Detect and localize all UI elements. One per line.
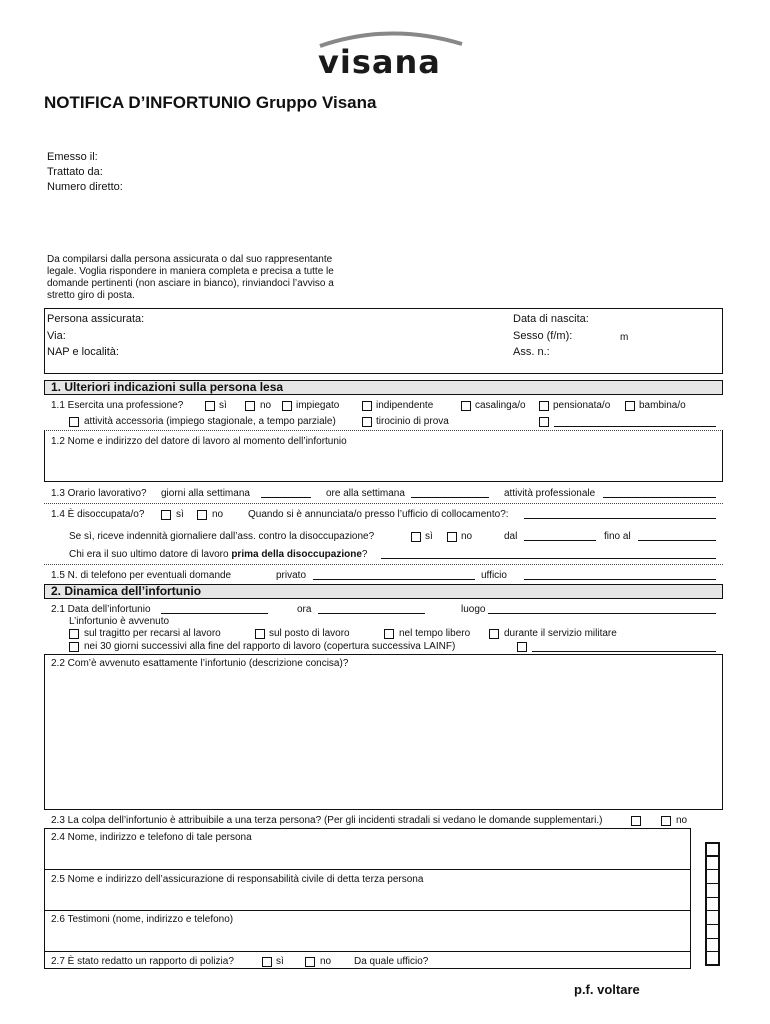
posto-checkbox[interactable] [255,629,265,639]
bambina-checkbox[interactable] [625,401,635,411]
fino-line[interactable] [638,540,716,541]
emesso-label: Emesso il: [47,151,98,163]
q25-label: 2.5 Nome e indirizzo dell’assicurazione di responsabilità civile di detta terza persona [51,874,424,885]
indennita-si-checkbox[interactable] [411,532,421,542]
ore-label: ore alla settimana [326,488,405,499]
q23-si-checkbox[interactable] [631,816,641,826]
casalinga-label: casalinga/o [475,400,526,411]
attivita-label: attività professionale [504,488,596,499]
libero-checkbox[interactable] [384,629,394,639]
tirocinio-checkbox[interactable] [362,417,372,427]
q27-si-checkbox[interactable] [262,957,272,967]
ufficio-label: ufficio [481,570,507,581]
q14-label: 1.4 È disoccupata/o? [51,509,145,520]
giorni30-label: nei 30 giorni successivi alla fine del rapporto di lavoro (copertura successiva LAINF) [84,641,456,652]
q27-label: 2.7 È stato redatto un rapporto di polizia? [51,956,234,967]
section-1-header: 1. Ulteriori indicazioni sulla persona lesa [44,380,723,395]
indennita-no-checkbox[interactable] [447,532,457,542]
datore-line[interactable] [381,558,716,559]
posto-label: sul posto di lavoro [269,628,350,639]
numero-label: Numero diretto: [47,181,123,193]
libero-label: nel tempo libero [399,628,471,639]
q11-si-checkbox[interactable] [205,401,215,411]
datore-label: Chi era il suo ultimo datore di lavoro prima della disoccupazione? [69,549,368,560]
avvenuto-label: L’infortunio è avvenuto [69,616,170,627]
q14-si-label: sì [176,509,184,520]
nascita-label: Data di nascita: [513,313,589,325]
other-prof-checkbox[interactable] [539,417,549,427]
q27-no-label: no [320,956,332,967]
nap-label: NAP e località: [47,346,119,358]
intro-line-2: legale. Voglia rispondere in maniera completa e precisa a tutte le [47,266,334,277]
q11-si-label: sì [219,400,227,411]
intro-line-1: Da compilarsi dalla persona assicurata o dal suo rappresentante [47,254,333,265]
fino-label: fino al [604,531,631,542]
impiegato-checkbox[interactable] [282,401,292,411]
privato-label: privato [276,570,307,581]
ora-line[interactable] [318,613,425,614]
militare-checkbox[interactable] [489,629,499,639]
ass-label: Ass. n.: [513,346,550,358]
militare-label: durante il servizio militare [504,628,617,639]
tirocinio-label: tirocinio di prova [376,416,449,427]
q11-no-checkbox[interactable] [245,401,255,411]
via-label: Via: [47,330,66,342]
divider [44,503,723,504]
q14-si-checkbox[interactable] [161,510,171,520]
dal-line[interactable] [524,540,596,541]
q11-label: 1.1 Esercita una professione? [51,400,184,411]
code-column [705,842,720,966]
giorni-line[interactable] [261,497,311,498]
dal-label: dal [504,531,518,542]
q12-label: 1.2 Nome e indirizzo del datore di lavoro al momento dell’infortunio [51,436,347,447]
casalinga-checkbox[interactable] [461,401,471,411]
q26-label: 2.6 Testimoni (nome, indirizzo e telefono) [51,914,234,925]
persona-label: Persona assicurata: [47,313,145,325]
page-title: NOTIFICA D’INFORTUNIO Gruppo Visana [44,93,377,112]
q13-label: 1.3 Orario lavorativo? [51,488,147,499]
indennita-si-label: sì [425,531,433,542]
ore-line[interactable] [411,497,489,498]
indipendente-label: indipendente [376,400,434,411]
ufficio-coll-line[interactable] [524,518,716,519]
visana-logo [312,28,468,80]
intro-line-4: stretto giro di posta. [47,290,135,301]
section-2-header: 2. Dinamica dell’infortunio [44,584,723,599]
q23-no-checkbox[interactable] [661,816,671,826]
q12-area[interactable] [44,430,723,482]
sesso-value[interactable]: m [620,332,629,343]
q22-label: 2.2 Com’è avvenuto esattamente l’infortunio (descrizione concisa)? [51,658,349,669]
q15-label: 1.5 N. di telefono per eventuali domande [51,570,232,581]
ufficio-line[interactable] [524,579,716,580]
accessoria-label: attività accessoria (impiego stagionale, a tempo parziale) [84,416,336,427]
tragitto-label: sul tragitto per recarsi al lavoro [84,628,221,639]
indipendente-checkbox[interactable] [362,401,372,411]
q14-no-checkbox[interactable] [197,510,207,520]
giorni30-checkbox[interactable] [69,642,79,652]
q11-no-label: no [260,400,272,411]
pensionato-label: pensionata/o [553,400,611,411]
intro-line-3: domande pertinenti (non asciare in bianco), rinviandoci l’avviso a [47,278,334,289]
indennita-no-label: no [461,531,473,542]
attivita-line[interactable] [603,497,716,498]
luogo-line[interactable] [488,613,716,614]
indennita-label: Se sì, riceve indennità giornaliere dall’ass. contro la disoccupazione? [69,531,375,542]
q23-label: 2.3 La colpa dell’infortunio è attribuibile a una terza persona? (Per gli incidenti stradali si vedano le domande supplementari.) [51,815,603,826]
q27-no-checkbox[interactable] [305,957,315,967]
other-place-line[interactable] [532,651,716,652]
impiegato-label: impiegato [296,400,340,411]
other-prof-line[interactable] [554,426,716,427]
quale-label: Da quale ufficio? [354,956,429,967]
q27-si-label: sì [276,956,284,967]
trattato-label: Trattato da: [47,166,103,178]
turn-over-label: p.f. voltare [574,982,640,997]
q23-no-label: no [676,815,688,826]
divider [44,564,723,565]
q21-label: 2.1 Data dell’infortunio [51,604,151,615]
q24-label: 2.4 Nome, indirizzo e telefono di tale persona [51,832,252,843]
tragitto-checkbox[interactable] [69,629,79,639]
q22-area[interactable] [44,654,723,810]
data-line[interactable] [161,613,268,614]
ora-label: ora [297,604,312,615]
sesso-label: Sesso (f/m): [513,330,573,342]
other-place-checkbox[interactable] [517,642,527,652]
logo-text: visana [318,43,441,80]
accessoria-checkbox[interactable] [69,417,79,427]
luogo-label: luogo [461,604,486,615]
q14-no-label: no [212,509,224,520]
bambina-label: bambina/o [639,400,686,411]
privato-line[interactable] [313,579,475,580]
giorni-label: giorni alla settimana [161,488,250,499]
ufficio-coll-label: Quando si è annunciata/o presso l’ufficio di collocamento?: [248,509,509,520]
pensionato-checkbox[interactable] [539,401,549,411]
